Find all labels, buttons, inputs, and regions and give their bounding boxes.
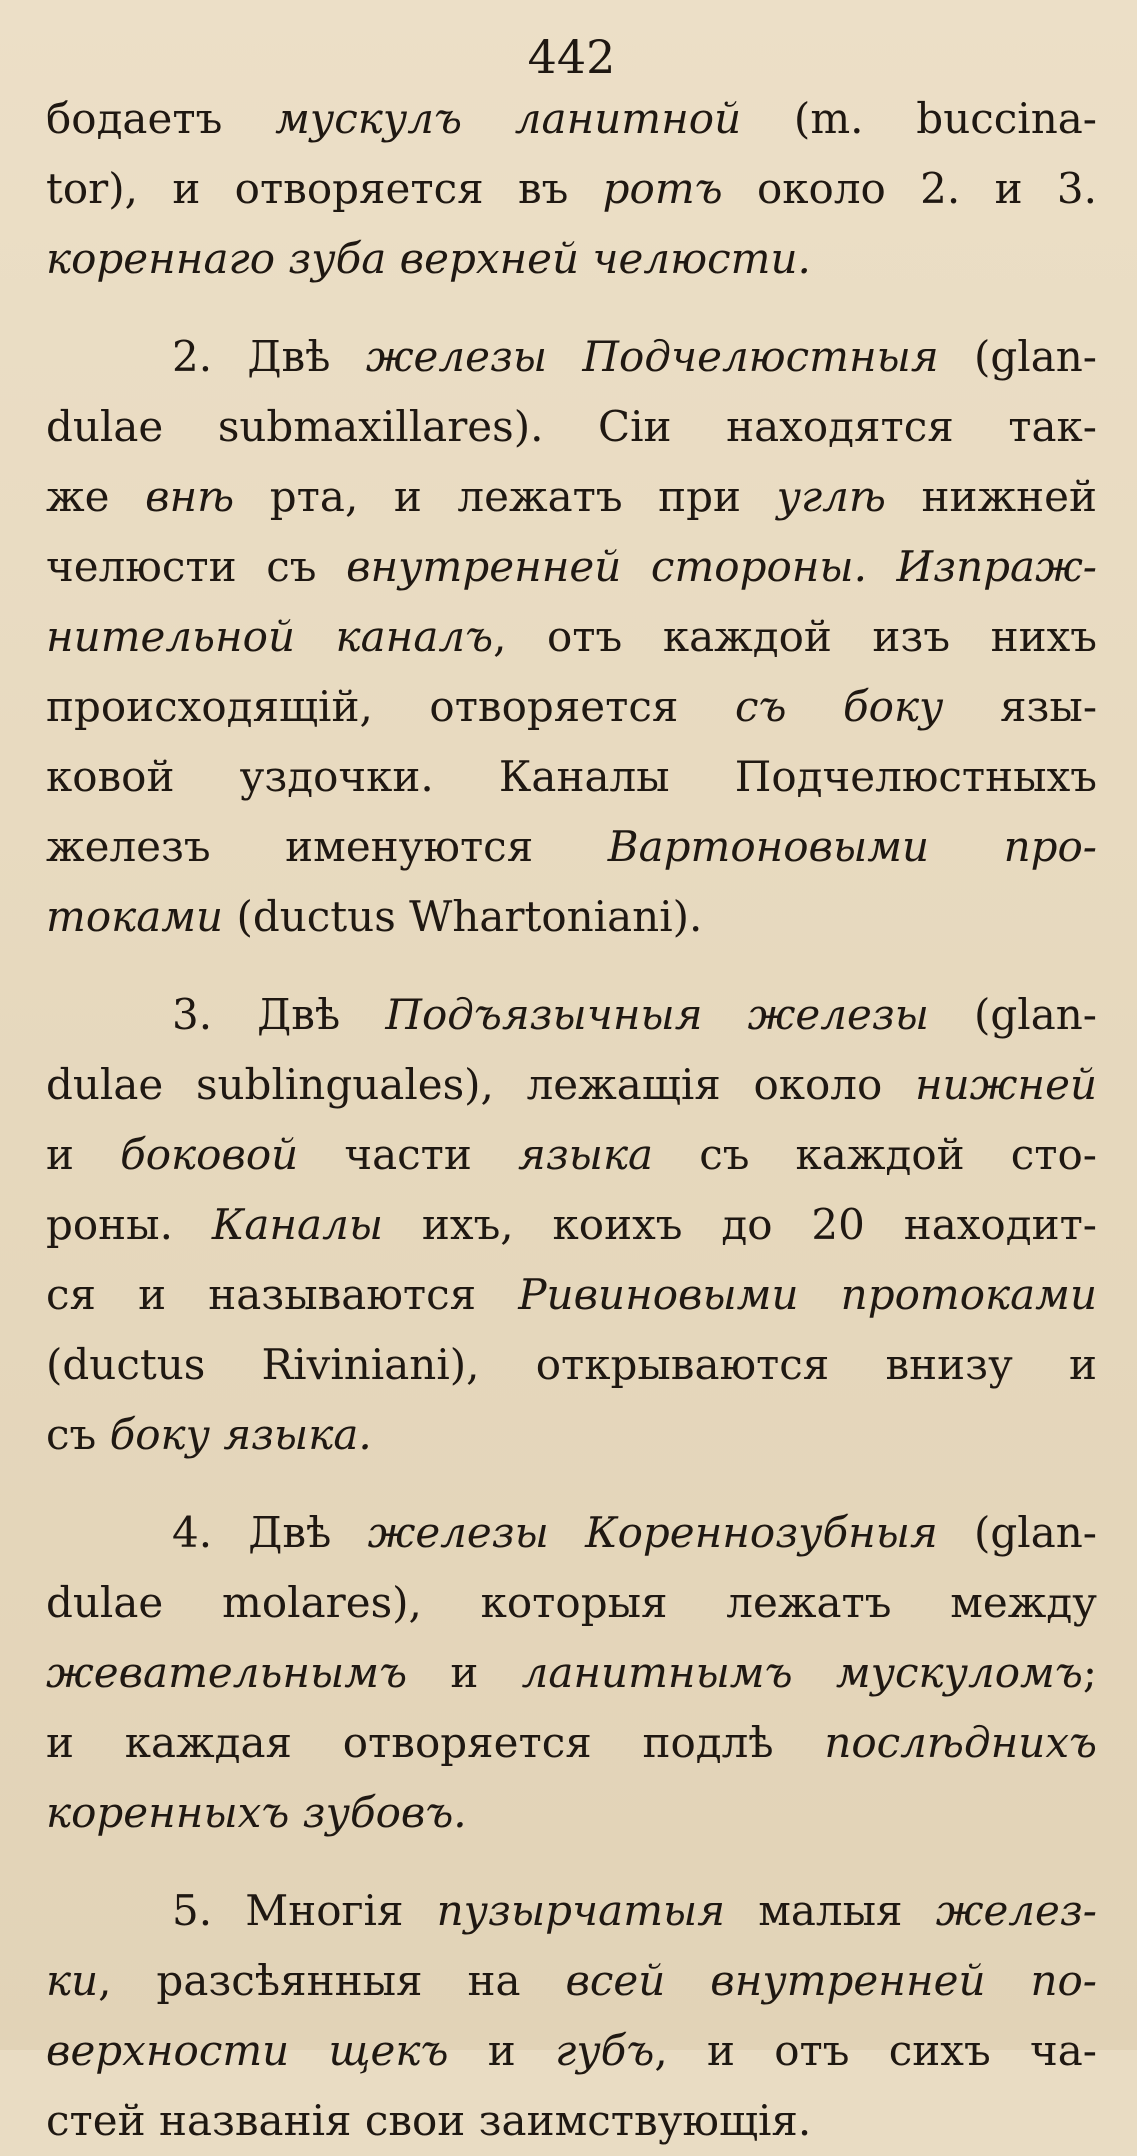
italic-term: Каналы: [211, 1200, 384, 1249]
text-span: ;: [1082, 1648, 1097, 1697]
text-line: [46, 1498, 1097, 1568]
italic-term: послѣднихъ: [824, 1718, 1097, 1767]
italic-term: языка: [518, 1130, 654, 1179]
text-line: [46, 224, 1097, 294]
text-line: [46, 1050, 1097, 1120]
text-line: [46, 602, 1097, 672]
italic-term: ки: [46, 1956, 99, 2005]
text-span: и: [407, 1648, 522, 1697]
italic-term: съ боку: [734, 682, 944, 731]
text-line: [46, 2086, 1097, 2156]
text-span: съ: [46, 1410, 110, 1459]
italic-term: нижней: [914, 1060, 1097, 1109]
italic-term: ротъ: [602, 164, 723, 213]
text-line: [46, 812, 1097, 882]
text-line: [46, 154, 1097, 224]
italic-term: Подъязычныя железы: [385, 990, 929, 1039]
text-span: 3. Двѣ: [172, 990, 386, 1039]
text-line: [46, 532, 1097, 602]
text-line: [46, 672, 1097, 742]
text-span: ся и называются: [46, 1270, 519, 1319]
text-line: [46, 462, 1097, 532]
text-line: [46, 1946, 1097, 2016]
text-span: (glan-: [928, 990, 1097, 1039]
text-span: около 2. и 3.: [722, 164, 1097, 213]
text-span: dulae submaxillares). Сіи находятся так-: [46, 402, 1097, 451]
text-span: нижней: [885, 472, 1097, 521]
text-span: (glan-: [938, 332, 1097, 381]
italic-term: желез-: [935, 1886, 1097, 1935]
paragraph-4: [46, 1498, 1097, 1848]
italic-term: кореннаго зуба верхней челюсти.: [46, 234, 811, 283]
text-span: малыя: [725, 1886, 936, 1935]
italic-term: верхности щекъ: [46, 2026, 449, 2075]
text-line: [46, 1120, 1097, 1190]
paragraph-gap: [46, 1848, 1097, 1876]
italic-term: коренныхъ зубовъ.: [46, 1788, 467, 1837]
italic-term: нительной каналъ: [46, 612, 494, 661]
text-span: роны.: [46, 1200, 212, 1249]
text-line: [46, 1568, 1097, 1638]
text-line: [46, 1400, 1097, 1470]
italic-term: всей внутренней по-: [565, 1956, 1097, 2005]
text-span: (ductus Riviniani), открываются внизу и: [46, 1340, 1097, 1389]
text-span: части: [298, 1130, 519, 1179]
text-span: ковой уздочки. Каналы Подчелюстныхъ: [46, 752, 1097, 801]
text-line: [46, 1638, 1097, 1708]
text-span: , разсѣянныя на: [98, 1956, 566, 2005]
text-span: и: [448, 2026, 556, 2075]
text-block: [46, 84, 1097, 2156]
italic-term: жевательнымъ: [46, 1648, 408, 1697]
text-span: 2. Двѣ: [172, 332, 366, 381]
text-span: и каждая отворяется подлѣ: [46, 1718, 825, 1767]
text-span: стей названія свои заимствующія.: [46, 2096, 812, 2145]
text-span: бодаетъ: [46, 94, 276, 143]
italic-term: внутренней стороны. Изпраж-: [346, 542, 1097, 591]
text-line: [46, 980, 1097, 1050]
text-span: (ductus Whartoniani).: [223, 892, 703, 941]
paragraph-2: [46, 322, 1097, 952]
italic-term: внѣ: [145, 472, 235, 521]
text-line: [46, 322, 1097, 392]
text-line: [46, 2016, 1097, 2086]
text-span: 5. Многія: [172, 1886, 437, 1935]
text-line: [46, 742, 1097, 812]
italic-term: ланитнымъ мускуломъ: [521, 1648, 1083, 1697]
italic-term: Вартоновыми про-: [607, 822, 1097, 871]
text-line: [46, 1260, 1097, 1330]
text-span: происходящій, отворяется: [46, 682, 735, 731]
text-line: [46, 84, 1097, 154]
italic-term: пузырчатыя: [436, 1886, 726, 1935]
text-line: [46, 1708, 1097, 1778]
text-span: съ каждой сто-: [653, 1130, 1097, 1179]
text-span: язы-: [943, 682, 1097, 731]
text-span: (glan-: [937, 1508, 1097, 1557]
text-line: [46, 1190, 1097, 1260]
text-span: челюсти съ: [46, 542, 347, 591]
text-span: , отъ каждой изъ нихъ: [493, 612, 1097, 661]
text-span: (m. buccina-: [741, 94, 1097, 143]
page-number: 442: [527, 30, 616, 84]
text-span: ихъ, коихъ до 20 находит-: [383, 1200, 1097, 1249]
text-line: [46, 1330, 1097, 1400]
text-span: рта, и лежатъ при: [234, 472, 777, 521]
text-line: [46, 392, 1097, 462]
italic-term: углѣ: [776, 472, 886, 521]
paragraph-5: [46, 1876, 1097, 2156]
text-span: dulae molares), которыя лежатъ между: [46, 1578, 1097, 1627]
text-span: tor), и отворяется въ: [46, 164, 603, 213]
text-span: dulae sublinguales), лежащія около: [46, 1060, 915, 1109]
text-line: [46, 1778, 1097, 1848]
italic-term: железы Подчелюстныя: [365, 332, 939, 381]
text-span: железъ именуются: [46, 822, 608, 871]
italic-term: боку языка.: [109, 1410, 372, 1459]
paragraph-1: [46, 84, 1097, 294]
text-span: , и отъ сихъ ча-: [654, 2026, 1097, 2075]
text-span: и: [46, 1130, 121, 1179]
text-line: [46, 1876, 1097, 1946]
italic-term: боковой: [120, 1130, 299, 1179]
text-span: 4. Двѣ: [172, 1508, 368, 1557]
italic-term: железы Кореннозубныя: [367, 1508, 938, 1557]
italic-term: Ривиновыми протоками: [518, 1270, 1097, 1319]
paragraph-gap: [46, 1470, 1097, 1498]
text-span: же: [46, 472, 146, 521]
paragraph-gap: [46, 294, 1097, 322]
text-line: [46, 882, 1097, 952]
italic-term: губъ: [555, 2026, 655, 2075]
paragraph-gap: [46, 952, 1097, 980]
italic-term: мускулъ ланитной: [275, 94, 742, 143]
italic-term: токами: [46, 892, 224, 941]
paragraph-3: [46, 980, 1097, 1470]
